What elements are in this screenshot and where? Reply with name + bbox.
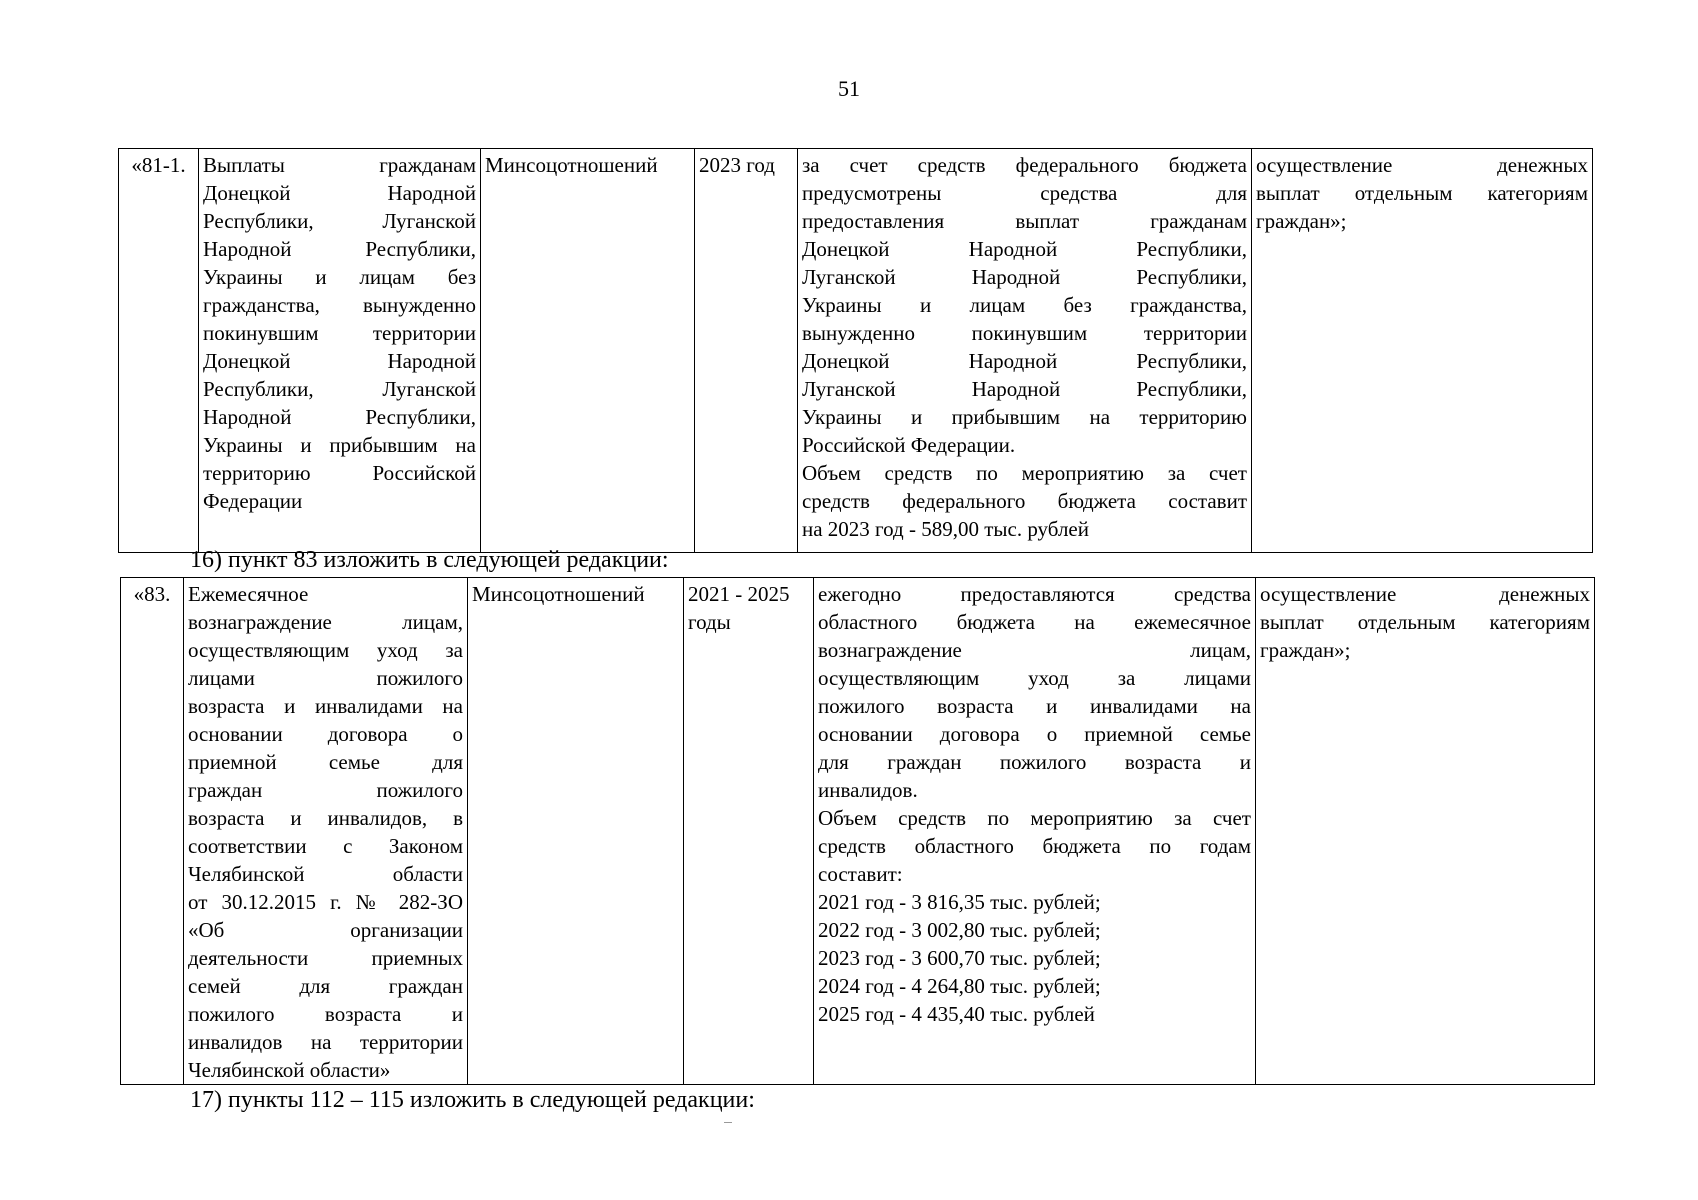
text-line: осуществление денежных (1256, 153, 1588, 177)
text-line: Луганской Народной Республики, (802, 377, 1247, 401)
text-line: предусмотрены средства для (802, 181, 1247, 205)
page-number: 51 (838, 76, 860, 101)
text-line: Украины и лицам без гражданства, (802, 293, 1247, 317)
funding-cell (798, 149, 1252, 553)
funding-text (818, 580, 1251, 1028)
measure-name-text (203, 151, 476, 515)
text-line: лицами пожилого (188, 666, 463, 690)
executor-cell: Минсоцотношений (481, 149, 695, 553)
text-line: 2023 год - 3 600,70 тыс. рублей; (818, 946, 1101, 970)
text-line: Донецкой Народной (203, 349, 476, 373)
text-line: пожилого возраста и (188, 1002, 463, 1026)
text-line: граждан»; (1260, 638, 1351, 662)
text-line: осуществляющим уход за лицами (818, 666, 1251, 690)
text-line: Республики, Луганской (203, 209, 476, 233)
text-line: граждан пожилого (188, 778, 463, 802)
period-cell: 2023 год (695, 149, 798, 553)
text-line: приемной семье для (188, 750, 463, 774)
text-line: Российской Федерации. (802, 433, 1016, 457)
text-line: граждан»; (1256, 209, 1347, 233)
text-line: Объем средств по мероприятию за счет (802, 461, 1247, 485)
text-line: соответствии с Законом (188, 834, 463, 858)
text-line: пожилого возраста и инвалидами на (818, 694, 1251, 718)
funding-text (802, 151, 1247, 543)
result-text (1256, 151, 1588, 235)
scan-mark (724, 1122, 732, 1123)
text-line: за счет средств федерального бюджета (802, 153, 1247, 177)
text-line: вынужденно покинувшим территории (802, 321, 1247, 345)
result-cell (1252, 149, 1593, 553)
text-line: территорию Российской (203, 461, 476, 485)
executor-cell: Минсоцотношений (468, 578, 684, 1085)
text-line: 2025 год - 4 435,40 тыс. рублей (818, 1002, 1095, 1026)
text-line: «Об организации (188, 918, 463, 942)
text-line: гражданства, вынужденно (203, 293, 476, 317)
text-line: инвалидов на территории (188, 1030, 463, 1054)
measure-name-cell (199, 149, 481, 553)
text-line: Луганской Народной Республики, (802, 265, 1247, 289)
text-line: возраста и инвалидов, в (188, 806, 463, 830)
text-line: ежегодно предоставляются средства (818, 582, 1251, 606)
text-line: возраста и инвалидами на (188, 694, 463, 718)
text-line: 2021 - 2025 (688, 582, 790, 606)
text-line: Донецкой Народной Республики, (802, 237, 1247, 261)
text-line: Народной Республики, (203, 405, 476, 429)
text-line: Республики, Луганской (203, 377, 476, 401)
measure-name-text (188, 580, 463, 1084)
row-number-cell: «83. (121, 578, 184, 1085)
text-line: Народной Республики, (203, 237, 476, 261)
text-line: 2024 год - 4 264,80 тыс. рублей; (818, 974, 1101, 998)
text-line: Выплаты гражданам (203, 153, 476, 177)
text-line: 2021 год - 3 816,35 тыс. рублей; (818, 890, 1101, 914)
text-line: инвалидов. (818, 778, 918, 802)
row-number-cell: «81-1. (119, 149, 199, 553)
text-line: Украины и прибывшим на территорию (802, 405, 1247, 429)
text-line: основании договора о (188, 722, 463, 746)
text-line: для граждан пожилого возраста и (818, 750, 1251, 774)
measure-name-cell (184, 578, 468, 1085)
text-line: годы (688, 610, 731, 634)
text-line: Донецкой Народной (203, 181, 476, 205)
text-line: Донецкой Народной Республики, (802, 349, 1247, 373)
instruction-16: 16) пункт 83 изложить в следующей редакции: (190, 547, 669, 573)
text-line: составит: (818, 862, 903, 886)
period-text (688, 580, 809, 636)
text-line: Челябинской области» (188, 1058, 391, 1082)
text-line: 2022 год - 3 002,80 тыс. рублей; (818, 918, 1101, 942)
funding-cell (814, 578, 1256, 1085)
text-line: предоставления выплат гражданам (802, 209, 1247, 233)
text-line: средств федерального бюджета составит (802, 489, 1247, 513)
table-row (121, 578, 1595, 1085)
text-line: осуществление денежных (1260, 582, 1590, 606)
text-line: на 2023 год - 589,00 тыс. рублей (802, 517, 1089, 541)
text-line: осуществляющим уход за (188, 638, 463, 662)
text-line: Объем средств по мероприятию за счет (818, 806, 1251, 830)
text-line: от 30.12.2015 г. № 282-ЗО (188, 890, 463, 914)
text-line: вознаграждение лицам, (818, 638, 1251, 662)
text-line: покинувшим территории (203, 321, 476, 345)
text-line: областного бюджета на ежемесячное (818, 610, 1251, 634)
text-line: Челябинской области (188, 862, 463, 886)
text-line: Украины и прибывшим на (203, 433, 476, 457)
text-line: средств областного бюджета по годам (818, 834, 1251, 858)
text-line: Украины и лицам без (203, 265, 476, 289)
instruction-17: 17) пункты 112 – 115 изложить в следующей редакции: (190, 1087, 755, 1113)
text-line: основании договора о приемной семье (818, 722, 1251, 746)
table-row (119, 149, 1593, 553)
period-cell (684, 578, 814, 1085)
table-row-83 (120, 577, 1595, 1085)
result-text (1260, 580, 1590, 664)
text-line: выплат отдельным категориям (1256, 181, 1588, 205)
table-row-81-1 (118, 148, 1593, 553)
text-line: выплат отдельным категориям (1260, 610, 1590, 634)
result-cell (1256, 578, 1595, 1085)
text-line: семей для граждан (188, 974, 463, 998)
text-line: деятельности приемных (188, 946, 463, 970)
text-line: вознаграждение лицам, (188, 610, 463, 634)
text-line: Федерации (203, 489, 303, 513)
text-line: Ежемесячное (188, 582, 309, 606)
